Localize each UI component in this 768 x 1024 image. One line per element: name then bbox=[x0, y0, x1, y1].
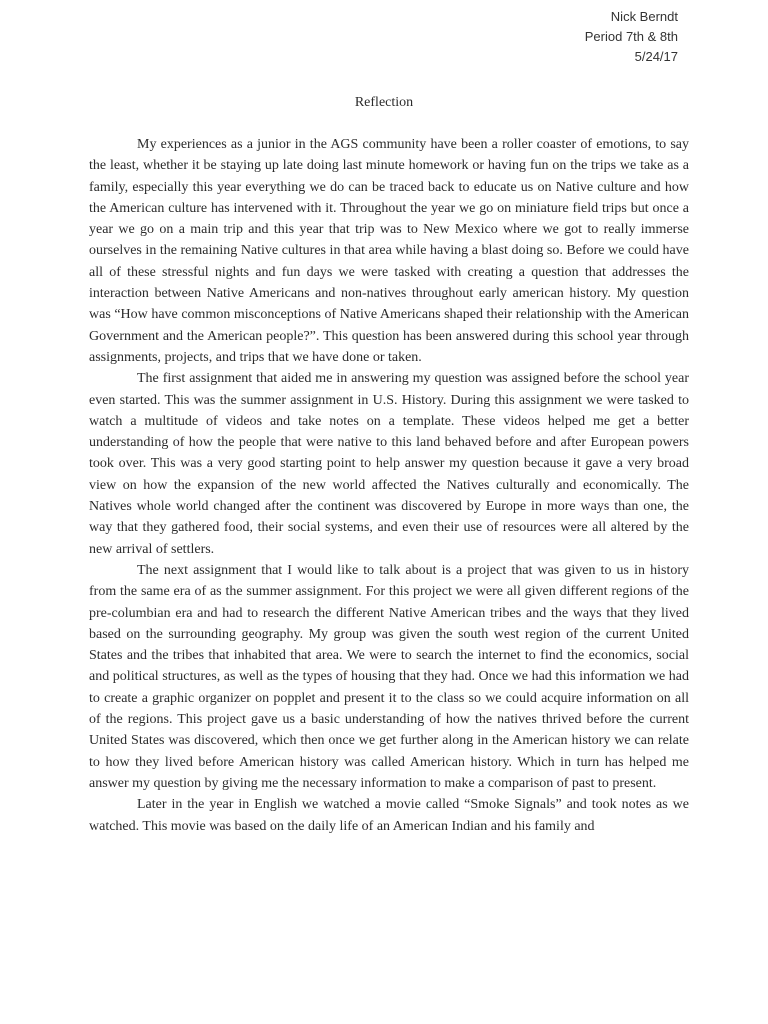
document-title: Reflection bbox=[354, 95, 414, 110]
paragraph-4: Later in the year in English we watched a movie called “Smoke Signals” and took notes as we watched. This movie was based on the daily life of an American Indian and his family and bbox=[89, 797, 689, 834]
author-name: Nick Berndt bbox=[610, 9, 678, 24]
class-period: Period 7th & 8th bbox=[584, 29, 678, 44]
paragraph-3: The next assignment that I would like to talk about is a project that was given to us in history from the same era of as the summer assignment. For this project we were all given different regions of the pre-columbian era and had to research the different Native American tribes and the ways that they lived based on the surrounding geography. My group was given the south west region of the current United States and the tribes that inhabited that area. We were to search the internet to find the economics, social and political structures, as well as the types of housing that they had. Once we had this information we had to create a graphic organizer on popplet and present it to the class so we could acquire information on all of the regions. This project gave us a basic understanding of how the natives thrived before the current United States was discovered, which then once we get further along in the American history we can relate to how they lived before American history was called American history. Which in turn has helped me answer my question by giving me the necessary information to make a comparison of past to present. bbox=[89, 562, 689, 791]
header-block bbox=[585, 7, 678, 67]
paragraph-2: The first assignment that aided me in answering my question was assigned before the school year even started. This was the summer assignment in U.S. History. During this assignment we were tasked to watch a multitude of videos and take notes on a template. These videos helped me get a better understanding of how the people that were native to this land behaved before and after European powers took over. This was a very good starting point to help answer my question because it gave a very broad view on how the expansion of the new world affected the Natives culturally and economically. The Natives whole world changed after the continent was discovered by Europe in more ways than one, the way that they gathered food, their social systems, and even their use of resources were all altered by the new arrival of settlers. bbox=[89, 371, 689, 557]
document-body bbox=[89, 134, 689, 837]
paragraph-1: My experiences as a junior in the AGS community have been a roller coaster of emotions, to say the least, whether it be staying up late doing last minute homework or having fun on the trips we take as a family, especially this year everything we do can be traced back to educate us on Native culture and how the American culture has intervened with it. Throughout the year we go on miniature field trips but once a year we go on a main trip and this year that trip was to New Mexico where we got to really immerse ourselves in the remaining Native cultures in that area while having a blast doing so. Before we could have all of these stressful nights and fun days we were tasked with creating a question that addresses the interaction between Native Americans and non-natives throughout early american history. My question was “How have common misconceptions of Native Americans shaped their relationship with the American Government and the American people?”. This question has been answered during this school year through assignments, projects, and trips that we have done or taken. bbox=[89, 137, 689, 365]
document-date: 5/24/17 bbox=[634, 49, 678, 64]
